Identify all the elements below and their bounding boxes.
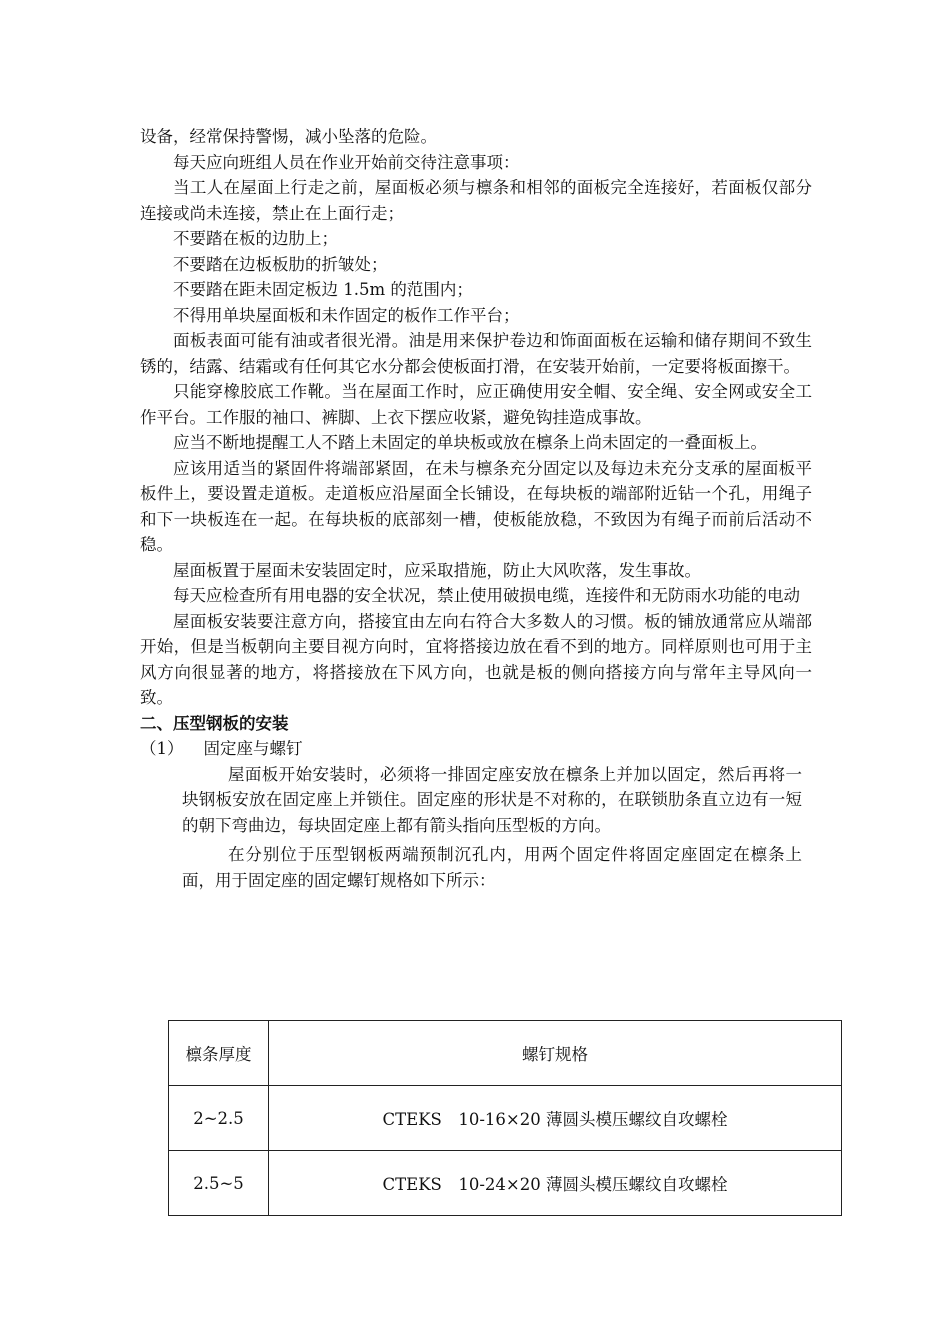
paragraph: 面板表面可能有油或者很光滑。油是用来保护卷边和饰面面板在运输和储存期间不致生锈的，结露、结霜或有任何其它水分都会使板面打滑，在安装开始前，一定要将板面擦干。 — [140, 331, 812, 376]
subsection-number: （1） — [140, 739, 184, 758]
table-cell: 2.5~5 — [169, 1151, 269, 1216]
subsection-title — [140, 736, 812, 762]
paragraph: 每天应检查所有用电器的安全状况，禁止使用破损电缆，连接件和无防雨水功能的电动 — [173, 586, 800, 605]
section-heading: 二、压型钢板的安装 — [140, 713, 289, 733]
paragraph: 当工人在屋面上行走之前，屋面板必须与檩条和相邻的面板完全连接好，若面板仅部分连接或尚未连接，禁止在上面行走； — [140, 178, 812, 223]
paragraph: 屋面板置于屋面未安装固定时，应采取措施，防止大风吹落，发生事故。 — [173, 560, 701, 580]
subsection-label: 固定座与螺钉 — [203, 739, 303, 758]
table-row — [169, 1151, 842, 1216]
table-cell: CTEKS 10-24×20 薄圆头模压螺纹自攻螺栓 — [269, 1151, 842, 1216]
table-header-cell: 螺钉规格 — [269, 1021, 842, 1086]
paragraph: 应当不断地提醒工人不踏上未固定的单块板或放在檩条上尚未固定的一叠面板上。 — [173, 433, 767, 452]
paragraph: 不得用单块屋面板和未作固定的板作工作平台； — [173, 305, 520, 325]
screw-spec-table — [168, 1020, 842, 1216]
paragraph: 每天应向班组人员在作业开始前交待注意事项： — [173, 152, 520, 172]
paragraph: 设备，经常保持警惕，减小坠落的危险。 — [140, 127, 437, 146]
table-header-row — [169, 1021, 842, 1086]
paragraph: 只能穿橡胶底工作靴。当在屋面工作时，应正确使用安全帽、安全绳、安全网或安全工作平台。工作服的袖口、裤脚、上衣下摆应收紧，避免钩挂造成事故。 — [140, 382, 812, 427]
paragraph: 屋面板安装要注意方向，搭接宜由左向右符合大多数人的习惯。板的铺放通常应从端部开始，但是当板朝向主要目视方向时，宜将搭接边放在看不到的地方。同样原则也可用于主风方向很显著的地方，将搭接放在下风方向，也就是板的侧向搭接方向与常年主导风向一致。 — [140, 611, 812, 707]
paragraph: 不要踏在边板板肋的折皱处； — [173, 254, 388, 274]
paragraph: 应该用适当的紧固件将端部紧固，在未与檩条充分固定以及每边未充分支承的屋面板平板件上，要设置走道板。走道板应沿屋面全长铺设，在每块板的端部附近钻一个孔，用绳子和下一块板连在一起。在每块板的底部刻一槽，使板能放稳，不致因为有绳子而前后活动不稳。 — [140, 458, 812, 554]
paragraph: 屋面板开始安装时，必须将一排固定座安放在檩条上并加以固定，然后再将一块钢板安放在固定座上并锁住。固定座的形状是不对称的，在联锁肋条直立边有一短的朝下弯曲边，每块固定座上都有箭头指向压型板的方向。 — [182, 764, 802, 835]
paragraph: 不要踏在距未固定板边 1.5m 的范围内； — [173, 280, 473, 299]
document-body — [140, 124, 812, 893]
table-header-cell: 檩条厚度 — [169, 1021, 269, 1086]
table-row — [169, 1086, 842, 1151]
paragraph: 在分别位于压型钢板两端预制沉孔内，用两个固定件将固定座固定在檩条上面，用于固定座的固定螺钉规格如下所示： — [182, 845, 802, 890]
paragraph: 不要踏在板的边肋上； — [173, 229, 338, 248]
table-cell: 2~2.5 — [169, 1086, 269, 1151]
table-cell: CTEKS 10-16×20 薄圆头模压螺纹自攻螺栓 — [269, 1086, 842, 1151]
